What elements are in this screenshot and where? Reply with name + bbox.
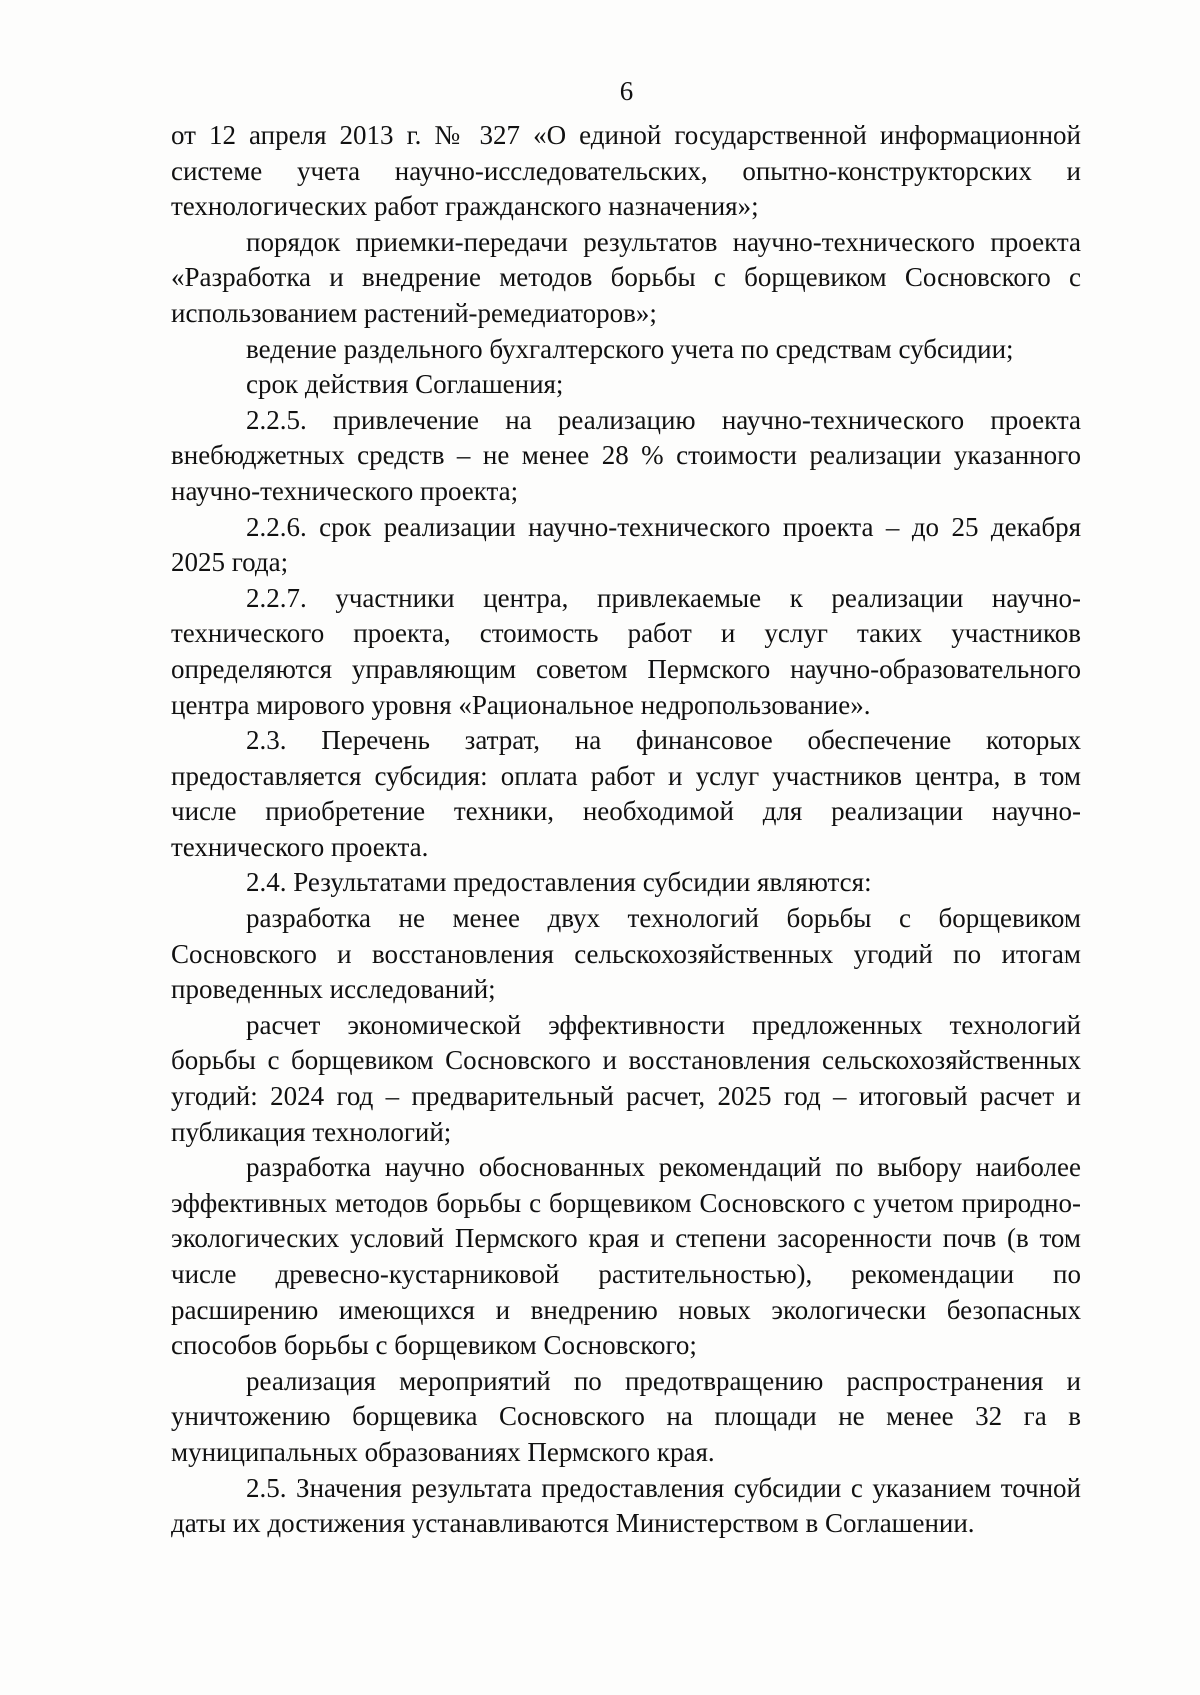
page-number: 6 — [619, 76, 634, 106]
paragraph: разработка научно обоснованных рекомендаций по выбору наиболее эффективных методов борьбы с борщевиком Сосновского с учетом природно-экологических условий Пермского края и степени засоренности почв (в том числе древесно-кустарниковой растительностью), рекомендации по расширению имеющихся и внедрению новых экологически безопасных способов борьбы с борщевиком Сосновского; — [171, 1152, 1081, 1361]
paragraph: расчет экономической эффективности предложенных технологий борьбы с борщевиком Сосновского и восстановления сельскохозяйственных угодий: 2024 год – предварительный расчет, 2025 год – итоговый расчет и публикация технологий; — [171, 1009, 1081, 1147]
paragraph: разработка не менее двух технологий борьбы с борщевиком Сосновского и восстановления сельскохозяйственных угодий по итогам проведенных исследований; — [171, 903, 1081, 1005]
paragraph: 2.2.7. участники центра, привлекаемые к реализации научно-технического проекта, стоимость работ и услуг таких участников определяются управляющим советом Пермского научно-образовательного центра мирового уровня «Рациональное недропользование». — [171, 582, 1081, 720]
paragraph: от 12 апреля 2013 г. № 327 «О единой государственной информационной системе учета научно-исследовательских, опытно-конструкторских и технологических работ гражданского назначения»; — [171, 120, 1081, 222]
paragraph: порядок приемки-передачи результатов научно-технического проекта «Разработка и внедрение методов борьбы с борщевиком Сосновского с использованием растений-ремедиаторов»; — [171, 226, 1081, 328]
paragraph: 2.5. Значения результата предоставления субсидии с указанием точной даты их достижения устанавливаются Министерством в Соглашении. — [171, 1472, 1081, 1539]
paragraph: ведение раздельного бухгалтерского учета по средствам субсидии; — [246, 333, 1014, 364]
document-body — [171, 118, 1081, 1542]
paragraph: 2.2.5. привлечение на реализацию научно-технического проекта внебюджетных средств – не менее 28 % стоимости реализации указанного научно-технического проекта; — [171, 404, 1081, 506]
paragraph: 2.3. Перечень затрат, на финансовое обеспечение которых предоставляется субсидия: оплата работ и услуг участников центра, в том числе приобретение техники, необходимой для реализации научно-технического проекта. — [171, 725, 1081, 862]
paragraph: 2.4. Результатами предоставления субсидии являются: — [246, 867, 872, 898]
paragraph: срок действия Соглашения; — [246, 369, 564, 400]
paragraph: реализация мероприятий по предотвращению распространения и уничтожению борщевика Сосновского на площади не менее 32 га в муниципальных образованиях Пермского края. — [171, 1365, 1081, 1467]
paragraph: 2.2.6. срок реализации научно-технического проекта – до 25 декабря 2025 года; — [171, 511, 1081, 578]
